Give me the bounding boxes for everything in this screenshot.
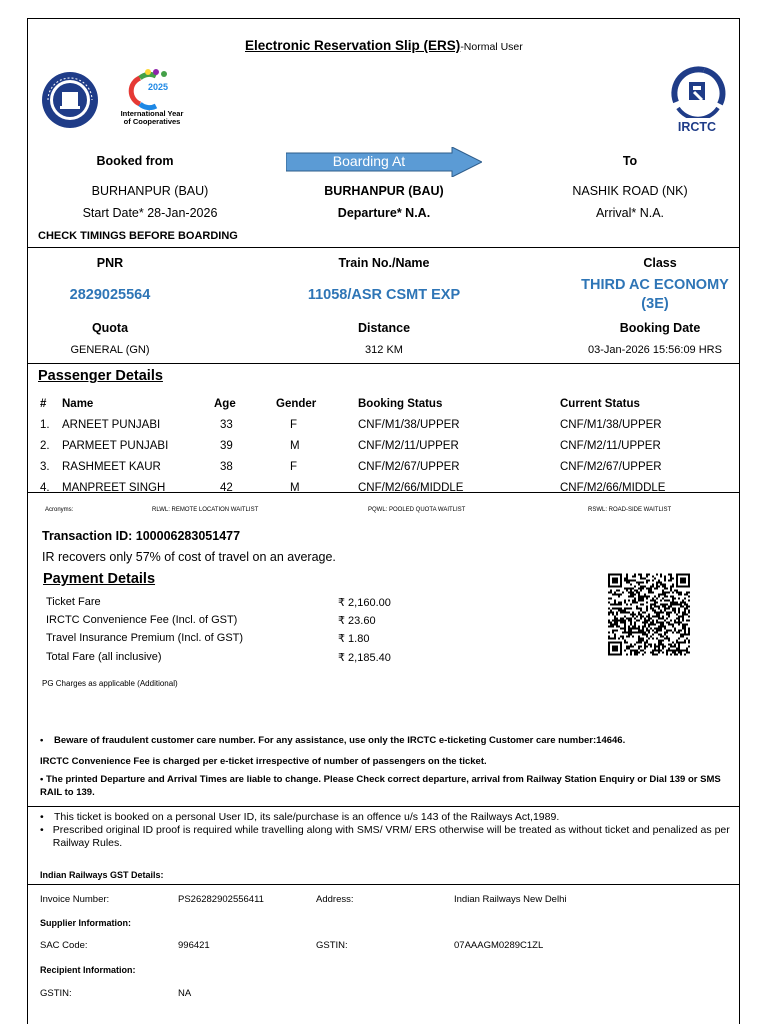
gstin-value: 07AAAGM0289C1ZL [454, 940, 544, 951]
address-value: Indian Railways New Delhi [454, 894, 567, 905]
pnr-value: 2829025564 [69, 287, 151, 303]
arrival-time: Arrival* N.A. [595, 206, 665, 220]
table-row: 4. MANPREET SINGH 42 M CNF/M2/66/MIDDLE CNF/M2/66/MIDDLE [40, 481, 666, 494]
boarding-at-label: Boarding At [332, 153, 406, 169]
invoice-value: PS26282902556411 [178, 894, 264, 905]
payment-item-amount: ₹ 23.60 [338, 615, 376, 627]
divider [27, 492, 740, 493]
transaction-id: Transaction ID: 100006283051477 [42, 529, 241, 543]
class-value: THIRD AC ECONOMY (3E) [581, 277, 729, 312]
divider [27, 247, 740, 248]
from-station: BURHANPUR (BAU) [91, 184, 209, 198]
acronym-rlwl: RLWL: REMOTE LOCATION WAITLIST [152, 507, 259, 513]
payment-item-amount: ₹ 2,160.00 [338, 597, 391, 609]
recovery-note: IR recovers only 57% of cost of travel on an average. [42, 550, 336, 564]
divider [27, 884, 740, 885]
passenger-table [38, 392, 667, 499]
cooperatives-logo [112, 68, 192, 130]
irctc-logo-text: IRCTC [677, 120, 717, 134]
divider [27, 806, 740, 807]
table-row: 3. RASHMEET KAUR 38 F CNF/M2/67/UPPER CNF/M2/67/UPPER [40, 460, 662, 473]
payment-item-label: Travel Insurance Premium (Incl. of GST) [46, 632, 244, 644]
payment-item-label: Total Fare (all inclusive) [46, 651, 162, 663]
recipient-heading: Recipient Information: [40, 965, 136, 975]
coop-caption: International Year of Cooperatives [120, 109, 184, 126]
quota-value: GENERAL (GN) [70, 344, 150, 356]
acronyms-label: Acronyms: [45, 507, 74, 513]
timings-notice: • The printed Departure and Arrival Times are liable to change. Please Check correct departure, arrival from Railway Station Enquiry or Dial 139 or SMS RAIL to 139. [40, 774, 721, 798]
invoice-label: Invoice Number: [40, 894, 110, 905]
pnr-label: PNR [96, 256, 124, 270]
acronym-rswl: RSWL: ROAD-SIDE WAITLIST [588, 507, 672, 513]
train-label: Train No./Name [338, 256, 430, 270]
class-label: Class [643, 256, 677, 270]
supplier-heading: Supplier Information: [40, 918, 131, 928]
recipient-gstin-value: NA [178, 988, 192, 999]
table-row: 2. PARMEET PUNJABI 39 M CNF/M2/11/UPPER CNF/M2/11/UPPER [40, 439, 661, 452]
payment-details-heading: Payment Details [43, 571, 156, 587]
booking-date-label: Booking Date [619, 321, 701, 335]
pg-charges-note: PG Charges as applicable (Additional) [42, 679, 178, 688]
sac-label: SAC Code: [40, 940, 88, 951]
payment-item-amount: ₹ 2,185.40 [338, 652, 391, 664]
irctc-logo [664, 62, 730, 136]
acronym-pqwl: PQWL: POOLED QUOTA WAITLIST [368, 507, 466, 513]
distance-label: Distance [357, 321, 411, 335]
distance-value: 312 KM [365, 344, 403, 356]
page-title: Electronic Reservation Slip (ERS)-Normal User [245, 38, 523, 53]
recipient-gstin-label: GSTIN: [40, 988, 72, 999]
gst-heading: Indian Railways GST Details: [40, 870, 164, 880]
indian-railways-logo-icon [40, 70, 100, 130]
start-date: Start Date* 28-Jan-2026 [82, 206, 218, 220]
check-timings-note: CHECK TIMINGS BEFORE BOARDING [38, 230, 238, 242]
train-value: 11058/ASR CSMT EXP [307, 287, 461, 303]
departure-time: Departure* N.A. [337, 206, 431, 220]
fraud-notice: • Beware of fraudulent customer care number. For any assistance, use only the IRCTC e-ticketing Customer care number:14646. [40, 735, 626, 746]
to-station: NASHIK ROAD (NK) [572, 184, 688, 198]
convenience-notice: IRCTC Convenience Fee is charged per e-ticket irrespective of number of passengers on the ticket. [40, 756, 487, 767]
booked-from-label: Booked from [96, 154, 174, 168]
gstin-label: GSTIN: [316, 940, 348, 951]
passenger-details-heading: Passenger Details [38, 368, 163, 384]
irctc-logo-icon [664, 62, 730, 118]
address-label: Address: [316, 894, 354, 905]
sac-value: 996421 [178, 940, 210, 951]
payment-item-amount: ₹ 1.80 [338, 633, 370, 645]
divider [27, 363, 740, 364]
payment-item-label: Ticket Fare [46, 596, 101, 608]
qr-code-icon [608, 572, 690, 657]
payment-item-label: IRCTC Convenience Fee (Incl. of GST) [46, 614, 238, 626]
boarding-station: BURHANPUR (BAU) [324, 184, 444, 198]
to-label: To [622, 154, 638, 168]
quota-label: Quota [91, 321, 129, 335]
boarding-arrow [286, 147, 482, 177]
booking-date-value: 03-Jan-2026 15:56:09 HRS [588, 344, 722, 356]
table-header-row: # Name Age Gender Booking Status Current Status [40, 397, 640, 410]
terms-list: • This ticket is booked on a personal User ID, its sale/purchase is an offence u/s 143 of the Railways Act,1989. • Prescribed original ID proof is required while travelling along with SMS/ VRM/ ERS otherwise will be treated as without ticket and penalized as per Railway Rules. [40, 811, 730, 849]
coop-year: 2025 [148, 82, 169, 92]
table-row: 1. ARNEET PUNJABI 33 F CNF/M1/38/UPPER CNF/M1/38/UPPER [40, 418, 662, 431]
